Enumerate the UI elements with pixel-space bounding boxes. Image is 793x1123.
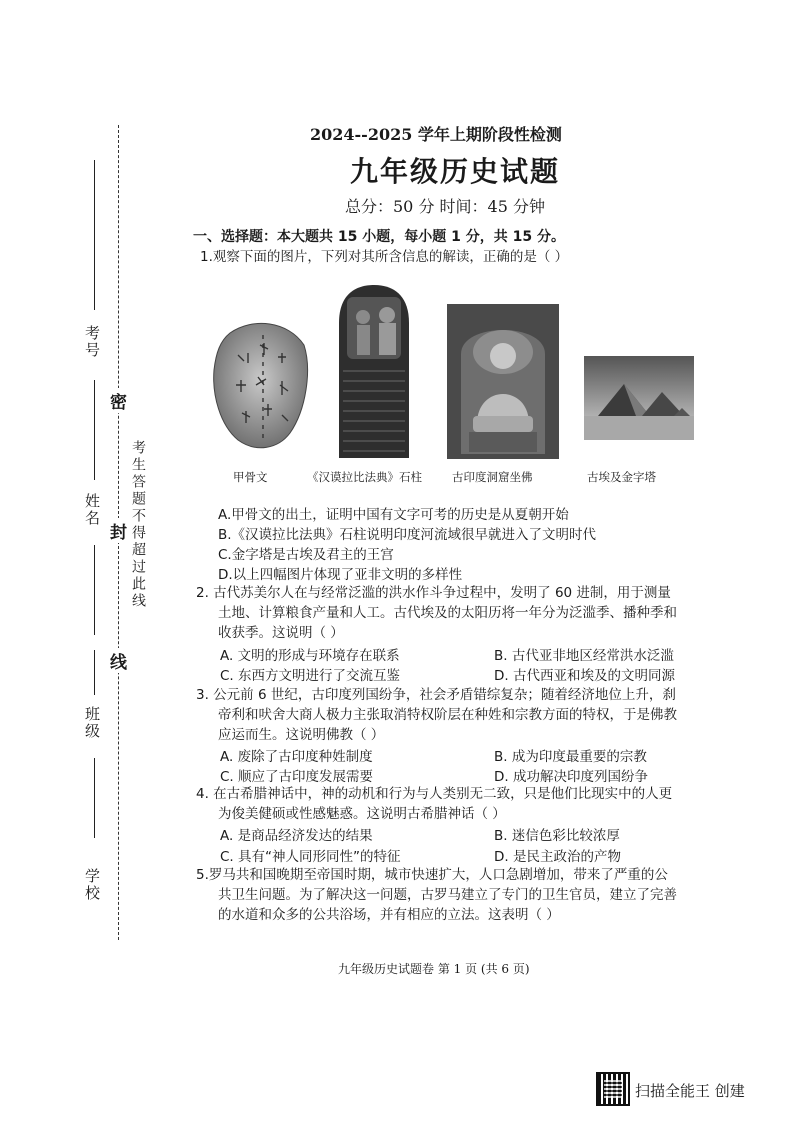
question-3-option-a[interactable]: A. 废除了古印度种姓制度 [220,749,373,765]
scanner-watermark: 扫描全能王 创建 [635,1082,745,1100]
question-4-line-1: 4. 在古希腊神话中，神的动机和行为与人类别无二致，只是他们比现实中的人更 [196,786,673,802]
section-heading: 一、选择题：本大题共 15 小题，每小题 1 分，共 15 分。 [193,229,565,245]
seated-buddha-image [447,304,559,459]
question-2-option-d[interactable]: D. 古代西亚和埃及的文明同源 [494,668,675,684]
pyramids-image [584,356,694,440]
question-1-option-a[interactable]: A.甲骨文的出土，证明中国有文字可考的历史是从夏朝开始 [218,507,569,523]
question-3-option-b[interactable]: B. 成为印度最重要的宗教 [494,749,647,765]
question-4-option-c[interactable]: C. 具有“神人同形同性”的特征 [220,849,401,865]
question-1-option-b[interactable]: B.《汉谟拉比法典》石柱说明印度河流域很早就进入了文明时代 [218,527,597,543]
question-4-option-d[interactable]: D. 是民主政治的产物 [494,849,621,865]
question-5-line-1: 5.罗马共和国晚期至帝国时期，城市快速扩大，人口急剧增加，带来了严重的公 [196,867,668,883]
caption-buddha: 古印度洞窟坐佛 [452,470,533,484]
question-3-option-c[interactable]: C. 顺应了古印度发展需要 [220,769,374,785]
class-blank-top[interactable] [94,650,95,695]
oracle-bone-image [208,315,313,455]
question-3-line-1: 3. 公元前 6 世纪，古印度列国纷争，社会矛盾错综复杂；随着经济地位上升，刹 [196,687,676,703]
term-title: 2024--2025 学年上期阶段性检测 [310,125,562,144]
question-2-line-2: 土地、计算粮食产量和人工。古代埃及的太阳历将一年分为泛滥季、播种季和 [218,605,677,621]
class-blank-bottom [94,758,95,838]
question-2-line-1: 2. 古代苏美尔人在与经常泛滥的洪水作斗争过程中，发明了 60 进制，用于测量 [196,585,671,601]
question-3-option-d[interactable]: D. 成功解决印度列国纷争 [494,769,648,785]
question-1-stem: 1.观察下面的图片，下列对其所含信息的解读，正确的是（ ） [200,249,569,265]
question-3-line-2: 帝利和吠舍大商人极力主张取消特权阶层在种姓和宗教方面的特权，于是佛教 [218,707,677,723]
question-4-option-a[interactable]: A. 是商品经济发达的结果 [220,828,373,844]
seal-feng: 封 [110,518,127,543]
question-5-line-3: 的水道和众多的公共浴场，并有相应的立法。这表明（ ） [218,907,560,923]
qr-code-icon [596,1072,630,1106]
exam-meta: 总分：50 分 时间：45 分钟 [345,197,545,216]
question-1-option-d[interactable]: D.以上四幅图片体现了亚非文明的多样性 [218,567,463,583]
question-4-line-2: 为俊美健硕或性感魅惑。这说明古希腊神话（ ） [218,806,506,822]
name-blank-bottom [94,545,95,635]
field-name: 姓名 [83,493,101,527]
question-3-line-3: 应运而生。这说明佛教（ ） [218,727,385,743]
question-2-line-3: 收获季。这说明（ ） [218,625,344,641]
caption-pyramids: 古埃及金字塔 [587,470,656,484]
seal-mi: 密 [110,388,127,413]
caption-hammurabi: 《汉谟拉比法典》石柱 [307,470,422,484]
hammurabi-stele-image [333,283,415,458]
question-2-option-c[interactable]: C. 东西方文明进行了交流互鉴 [220,668,401,684]
question-2-option-a[interactable]: A. 文明的形成与环境存在联系 [220,648,400,664]
question-5-line-2: 共卫生问题。为了解决这一问题，古罗马建立了专门的卫生官员，建立了完善 [218,887,677,903]
seal-xian: 线 [110,648,127,673]
boundary-warning: 考生答题不得超过此线 [130,440,146,610]
page-footer: 九年级历史试题卷 第 1 页 (共 6 页) [338,962,530,976]
page-title: 九年级历史试题 [350,155,561,188]
name-blank-top[interactable] [94,380,95,480]
exam-number-blank[interactable] [94,160,95,310]
question-4-option-b[interactable]: B. 迷信色彩比较浓厚 [494,828,620,844]
caption-oracle-bone: 甲骨文 [233,470,268,484]
question-2-option-b[interactable]: B. 古代亚非地区经常洪水泛滥 [494,648,674,664]
field-class: 班级 [83,706,101,740]
question-1-option-c[interactable]: C.金字塔是古埃及君主的王宫 [218,547,394,563]
field-exam-number: 考号 [83,325,101,359]
field-school: 学校 [83,868,101,902]
